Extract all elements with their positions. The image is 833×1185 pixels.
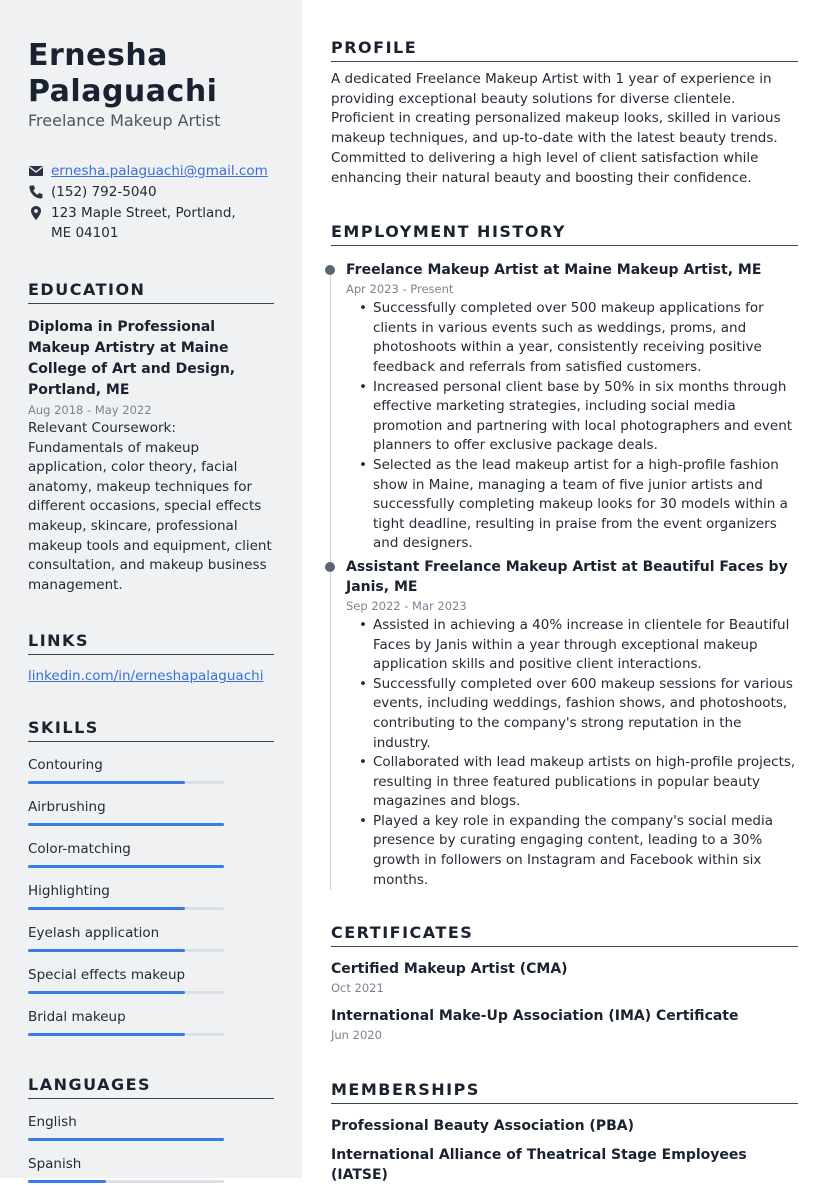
language-item xyxy=(28,1113,274,1141)
skill-name: Highlighting xyxy=(28,883,110,900)
contact-email-row xyxy=(28,161,274,181)
certificate-title: International Make-Up Association (IMA) Certificate xyxy=(331,1008,739,1025)
memberships-list xyxy=(331,1116,798,1185)
job-bullet: • Successfully completed over 500 makeup applications for clients in various events such as weddings, proms, and photoshoots within a year, consistently receiving positive feedback and referrals from satisfied customers. xyxy=(346,299,798,377)
skill-level-bar xyxy=(28,1033,224,1036)
certificates-heading: CERTIFICATES xyxy=(331,923,798,947)
certificate-date: Jun 2020 xyxy=(331,1028,382,1043)
certificates-list xyxy=(331,959,798,1044)
job-bullet: • Successfully completed over 600 makeup sessions for various events, including weddings, fashion shows, and photoshoots, contributing to the company's strong reputation in the industry. xyxy=(346,675,798,753)
certificate-item xyxy=(331,1006,798,1044)
links-section xyxy=(28,631,274,684)
skill-level-bar xyxy=(28,865,224,868)
certificate-date: Oct 2021 xyxy=(331,981,384,996)
membership-item: International Alliance of Theatrical Stage Employees (IATSE) xyxy=(331,1147,747,1184)
languages-heading: LANGUAGES xyxy=(28,1075,274,1099)
skill-level-fill xyxy=(28,991,185,994)
language-name: Spanish xyxy=(28,1156,82,1173)
skill-level-bar xyxy=(28,991,224,994)
certificate-title: Certified Makeup Artist (CMA) xyxy=(331,961,568,978)
employment-heading: EMPLOYMENT HISTORY xyxy=(331,222,798,246)
skill-level-bar xyxy=(28,907,224,910)
languages-section xyxy=(28,1075,274,1183)
phone-icon xyxy=(28,184,44,200)
job-title: Freelance Makeup Artist at Maine Makeup Artist, ME xyxy=(346,262,762,279)
skill-level-fill xyxy=(28,1033,185,1036)
membership-item: Professional Beauty Association (PBA) xyxy=(331,1118,634,1135)
skill-level-fill xyxy=(28,865,224,868)
skill-name: Eyelash application xyxy=(28,925,160,942)
language-level-bar xyxy=(28,1138,224,1141)
skill-name: Contouring xyxy=(28,757,103,774)
name-first: Ernesha xyxy=(28,38,168,73)
skill-name: Bridal makeup xyxy=(28,1009,126,1026)
contact-phone-row xyxy=(28,182,274,202)
skill-item xyxy=(28,798,274,826)
skill-level-fill xyxy=(28,907,185,910)
memberships-heading: MEMBERSHIPS xyxy=(331,1080,798,1104)
skill-item xyxy=(28,840,274,868)
skills-list xyxy=(28,756,274,1036)
job-bullet: • Collaborated with lead makeup artists on high-profile projects, resulting in three featured publications in popular beauty magazines and blogs. xyxy=(346,753,798,812)
employment-timeline xyxy=(331,260,798,890)
certificates-section xyxy=(331,923,798,1044)
profile-section xyxy=(331,38,798,188)
phone-number: (152) 792-5040 xyxy=(51,184,157,200)
languages-list xyxy=(28,1113,274,1183)
language-level-bar xyxy=(28,1180,224,1183)
candidate-name xyxy=(28,38,274,110)
job-title: Assistant Freelance Makeup Artist at Beautiful Faces by Janis, ME xyxy=(346,558,788,595)
links-heading: LINKS xyxy=(28,631,274,655)
skill-item xyxy=(28,924,274,952)
linkedin-link[interactable]: linkedin.com/in/erneshapalaguachi xyxy=(28,668,264,685)
skills-section xyxy=(28,718,274,1036)
language-name: English xyxy=(28,1114,77,1131)
sidebar xyxy=(0,0,302,1178)
envelope-icon xyxy=(28,163,44,179)
address: 123 Maple Street, Portland, ME 04101 xyxy=(51,205,236,241)
skills-heading: SKILLS xyxy=(28,718,274,742)
job-date: Sep 2022 - Mar 2023 xyxy=(346,598,467,613)
job-bullet: • Assisted in achieving a 40% increase in clientele for Beautiful Faces by Janis within a year through exceptional makeup application skills and positive client interactions. xyxy=(346,616,798,675)
sidebar-content xyxy=(28,38,274,1183)
job-bullets xyxy=(346,616,798,890)
skill-name: Color-matching xyxy=(28,841,131,858)
name-last: Palaguachi xyxy=(28,74,218,109)
job-bullet: • Increased personal client base by 50% in six months through effective marketing strategies, including social media promotion and partnering with local photographers and event planners to offer exclusive package deals. xyxy=(346,378,798,456)
candidate-title: Freelance Makeup Artist xyxy=(28,111,221,130)
job-bullets xyxy=(346,299,798,554)
job-bullet: • Played a key role in expanding the company's social media presence by curating engaging content, leading to a 30% growth in followers on Instagram and Facebook within six months. xyxy=(346,812,798,890)
contact-details xyxy=(28,161,274,243)
job-bullet: • Selected as the lead makeup artist for a high-profile fashion show in Maine, managing a team of five junior artists and successfully completing makeup looks for 30 models within a tight deadline, resulting in praise from the event organizers and designers. xyxy=(346,456,798,554)
language-item xyxy=(28,1155,274,1183)
skill-level-bar xyxy=(28,949,224,952)
main-content xyxy=(331,38,798,1185)
email-link[interactable]: ernesha.palaguachi@gmail.com xyxy=(51,163,268,179)
job-entry xyxy=(331,557,798,890)
language-level-fill xyxy=(28,1138,224,1141)
job-entry xyxy=(331,260,798,554)
job-date: Apr 2023 - Present xyxy=(346,282,454,297)
employment-section xyxy=(331,222,798,890)
skill-level-bar xyxy=(28,823,224,826)
certificate-item xyxy=(331,959,798,997)
skill-level-bar xyxy=(28,781,224,784)
profile-text: A dedicated Freelance Makeup Artist with 1 year of experience in providing exceptional beauty solutions for diverse clientele. Proficient in creating personalized makeup looks, skilled in various makeup techniques, and up-to-date with the latest beauty trends. Committed to delivering a high level of client satisfaction while enhancing their natural beauty and boosting their confidence. xyxy=(331,71,781,186)
memberships-section xyxy=(331,1080,798,1185)
skill-level-fill xyxy=(28,823,224,826)
skill-level-fill xyxy=(28,949,185,952)
education-degree: Diploma in Professional Makeup Artistry at Maine College of Art and Design, Portland, ME xyxy=(28,319,236,398)
skill-item xyxy=(28,882,274,910)
timeline-dot xyxy=(325,562,335,572)
education-heading: EDUCATION xyxy=(28,280,274,304)
profile-heading: PROFILE xyxy=(331,38,798,62)
skill-item xyxy=(28,1008,274,1036)
skill-item xyxy=(28,966,274,994)
skill-name: Special effects makeup xyxy=(28,967,186,984)
map-pin-icon xyxy=(28,205,44,221)
timeline-dot xyxy=(325,265,335,275)
education-description: Relevant Coursework: Fundamentals of makeup application, color theory, facial anatomy, makeup techniques for different occasions, special effects makeup, skincare, professional makeup tools and equipment, client consultation, and makeup business management. xyxy=(28,420,272,593)
language-level-fill xyxy=(28,1180,106,1183)
skill-level-fill xyxy=(28,781,185,784)
education-section xyxy=(28,280,274,595)
education-date: Aug 2018 - May 2022 xyxy=(28,403,152,417)
contact-address-row xyxy=(28,203,274,243)
skill-item xyxy=(28,756,274,784)
skill-name: Airbrushing xyxy=(28,799,106,816)
